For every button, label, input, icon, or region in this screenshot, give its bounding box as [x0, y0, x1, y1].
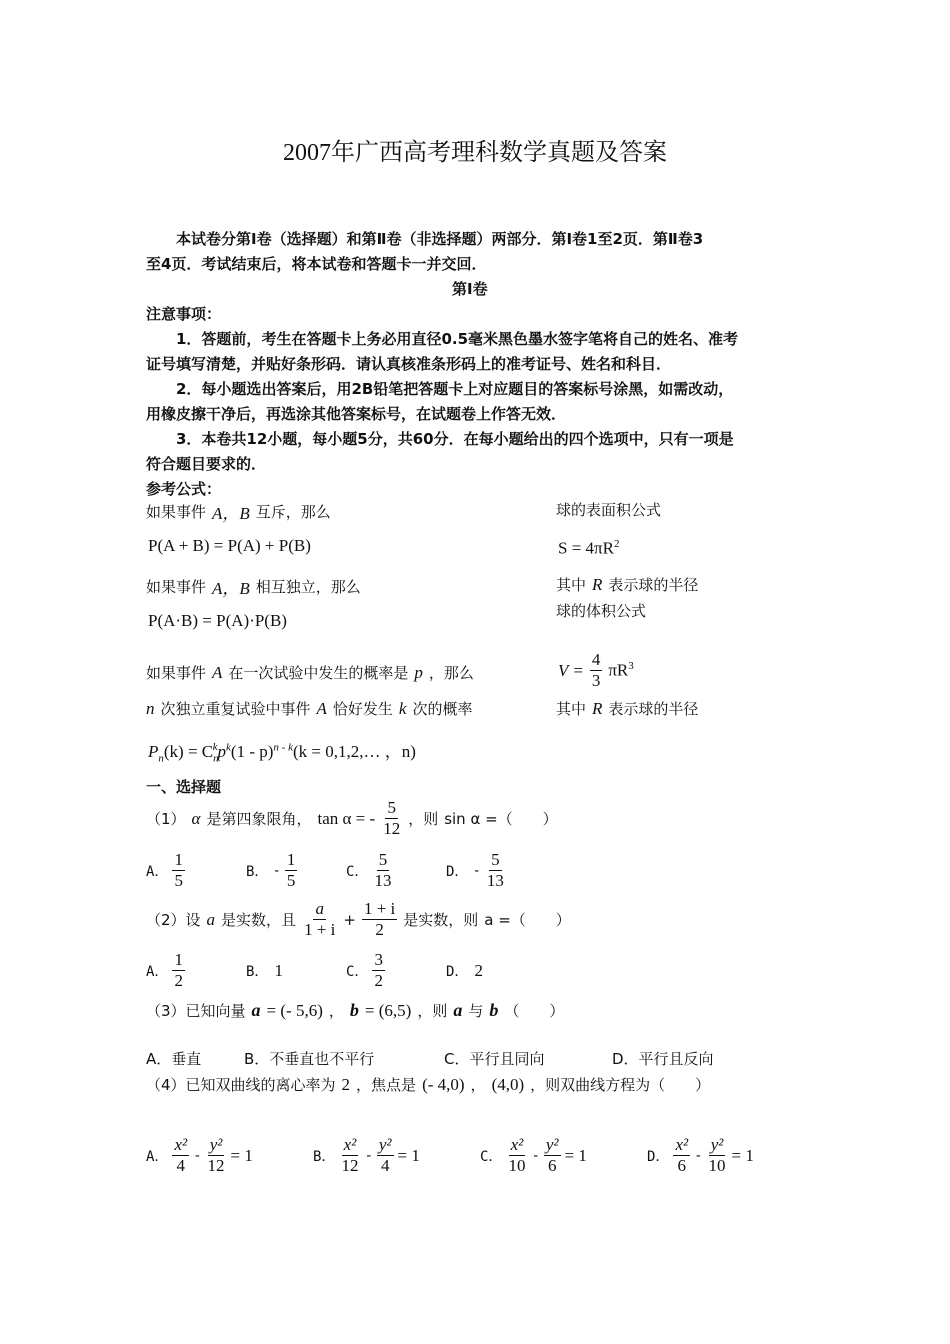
f3-sub-n: n: [158, 752, 164, 765]
q1-b-sign: -: [272, 862, 281, 879]
formulas-title: 参考公式：: [146, 480, 222, 498]
q2-f2-den: 2: [375, 920, 384, 939]
q4-option-d[interactable]: [647, 1135, 814, 1176]
q4-a-y2: y²: [209, 1135, 223, 1154]
q3-option-c[interactable]: C．平行且同向: [444, 1050, 545, 1068]
q2-frac-2: [362, 899, 397, 940]
q4-a-eq: = 1: [230, 1145, 253, 1165]
q4-b-minus: -: [364, 1147, 373, 1164]
question-2-stem: [146, 899, 571, 940]
q1-d-frac: [485, 850, 506, 891]
q3-vb: = (6,5): [364, 1000, 412, 1020]
rf1-sup: 2: [613, 538, 620, 550]
note2b: 用橡皮擦干净后，再选涂其他答案标号，在试题卷上作答无效．: [146, 405, 567, 423]
formula-text-2: [146, 574, 361, 599]
q4-a-minus: -: [193, 1147, 202, 1164]
intro-line2: 至4页．考试结束后，将本试卷和答题卡一并交回．: [146, 255, 487, 273]
rf2-sup: 3: [628, 660, 634, 673]
q4-c-x: 10: [508, 1156, 526, 1175]
q1-d-den: 13: [486, 871, 504, 890]
f3-sup-nk: n - k: [273, 741, 293, 754]
q4-comma: ，: [470, 1076, 486, 1094]
formula-text-3: [146, 662, 474, 683]
q2-c-num: 3: [374, 950, 383, 969]
q1-alpha: α: [191, 808, 201, 828]
q2-option-a[interactable]: [146, 950, 246, 991]
q1-b-frac: [285, 850, 298, 891]
q3-option-a[interactable]: A．垂直: [146, 1050, 202, 1068]
r4b: 表示球的半径: [608, 700, 699, 718]
q4-a-x: 4: [176, 1156, 186, 1175]
f3-sup-k2: k: [226, 741, 231, 754]
q1-c-den: 13: [374, 871, 392, 890]
q2-b-label: B．: [246, 963, 269, 980]
q3-a: a: [251, 1000, 261, 1020]
sphere-volume-label: 球的体积公式: [556, 602, 647, 620]
q1-b-num: 1: [286, 850, 296, 869]
q4-d-x: 6: [677, 1156, 687, 1175]
q2-c-frac: [372, 950, 385, 991]
q3-paren: （ ）: [504, 1002, 565, 1020]
question-2-options: [146, 950, 546, 991]
rf1: S = 4πR: [558, 538, 614, 558]
radius-note-2: [556, 698, 698, 719]
section-heading: 一、选择题: [146, 778, 222, 796]
q3-stem-b: ，则: [417, 1002, 448, 1020]
q1-stem-c: ，则: [408, 810, 439, 828]
q4-d-y: 10: [708, 1156, 726, 1175]
q2-d-label: D．: [446, 963, 469, 980]
q1-b-den: 5: [286, 871, 296, 890]
page-title: 2007年广西高考理科数学真题及答案: [283, 140, 667, 166]
q3-stem-a: （3）已知向量: [146, 1002, 246, 1020]
q4-d-xfrac: [673, 1135, 690, 1176]
q1-a-num: 1: [174, 850, 183, 869]
q4-a-yfrac: [206, 1135, 227, 1176]
q4-b-y: 4: [380, 1156, 390, 1175]
q1-tan: tan α = -: [317, 808, 376, 828]
q4-f1: (- 4,0): [422, 1074, 465, 1094]
f3-sub-n2: n: [213, 752, 219, 765]
f3a: P: [148, 742, 159, 761]
note3a: 3．本卷共12小题，每小题5分，共60分．在每小题给出的四个选项中，只有一项是: [176, 430, 734, 448]
formula-l4b: 恰好发生: [332, 700, 393, 718]
q3-option-d[interactable]: D．平行且反向: [612, 1050, 714, 1068]
q4-b-x: 12: [341, 1156, 359, 1175]
q2-stem-b: 是实数，且: [221, 911, 297, 929]
q4-stem-a: （4）已知双曲线的离心率为: [146, 1076, 336, 1094]
q3-b2: b: [489, 1000, 499, 1020]
q2-option-c[interactable]: [346, 950, 446, 991]
q3-a2: a: [453, 1000, 463, 1020]
formula-l1b: 互斥，那么: [255, 503, 331, 521]
formula-l4v: n: [146, 698, 155, 718]
q1-a-frac: [172, 850, 185, 891]
intro-line1: 本试卷分第Ⅰ卷（选择题）和第Ⅱ卷（非选择题）两部分．第Ⅰ卷1至2页．第Ⅱ卷3: [176, 230, 704, 248]
sphere-volume-formula: [558, 650, 634, 691]
f3e: (k = 0,1,2,… ，n): [292, 742, 416, 761]
q2-a-label: A．: [146, 963, 169, 980]
rf2b: πR: [608, 660, 629, 680]
r2v: R: [592, 574, 603, 594]
q4-option-b[interactable]: [313, 1135, 480, 1176]
formula-2: P(A·B) = P(A)·P(B): [148, 611, 287, 630]
q4-stem-c: ，则双曲线方程为（ ）: [530, 1076, 711, 1094]
q4-c-eq: = 1: [564, 1145, 587, 1165]
r2b: 表示球的半径: [608, 576, 699, 594]
q1-option-b[interactable]: [246, 850, 346, 891]
f3-sup-k: k: [212, 741, 218, 754]
q1-c-frac: [372, 850, 393, 891]
q1-option-a[interactable]: [146, 850, 246, 891]
q1-num: （1）: [146, 810, 186, 828]
q2-c-label: C．: [346, 963, 369, 980]
q4-c-label: C．: [480, 1148, 503, 1165]
f3d: (1 - p): [230, 742, 274, 761]
formula-text-1: [146, 499, 331, 524]
formula-1: P(A + B) = P(A) + P(B): [148, 536, 311, 555]
q4-c-yfrac: [544, 1135, 561, 1176]
r4a: 其中: [556, 700, 587, 718]
rf2-den: 3: [591, 671, 601, 690]
q4-option-c[interactable]: [480, 1135, 647, 1176]
q4-b-x2: x²: [343, 1135, 357, 1154]
q1-stem-b: 是第四象限角，: [206, 810, 312, 828]
q2-a-den: 2: [174, 971, 183, 990]
q4-d-x2: x²: [675, 1135, 689, 1154]
q4-a-label: A．: [146, 1148, 169, 1165]
rf2-num: 4: [591, 650, 601, 669]
q1-c-num: 5: [378, 850, 388, 869]
q3-option-b[interactable]: B．不垂直也不平行: [244, 1050, 375, 1068]
q2-f2-num: 1 + i: [363, 899, 396, 918]
formula-l1v: A，B: [212, 504, 250, 523]
note3b: 符合题目要求的．: [146, 455, 267, 473]
question-1-options: [146, 850, 546, 891]
q4-d-yfrac: [707, 1135, 728, 1176]
q4-d-label: D．: [647, 1148, 670, 1165]
formula-l4: 次独立重复试验中事件: [160, 700, 311, 718]
q4-c-y2: y²: [545, 1135, 559, 1154]
formula-l3p: p: [414, 662, 423, 682]
q1-b-label: B．: [246, 863, 269, 880]
q4-a-xfrac: [172, 1135, 189, 1176]
q2-stem-d: a =（ ）: [484, 911, 571, 929]
q4-c-minus: -: [531, 1147, 540, 1164]
q4-f2: (4,0): [491, 1074, 525, 1094]
q1-num-val: 5: [387, 798, 396, 817]
formula-l4a: A: [316, 698, 327, 718]
q4-option-a[interactable]: [146, 1135, 313, 1176]
r2a: 其中: [556, 576, 587, 594]
q4-b-xfrac: [339, 1135, 360, 1176]
rf2-frac: [590, 650, 603, 691]
q1-a-label: A．: [146, 863, 169, 880]
q2-plus: +: [343, 910, 356, 929]
r4v: R: [592, 698, 603, 718]
notes-title: 注意事项：: [146, 305, 222, 323]
note1b: 证号填写清楚，并贴好条形码．请认真核准条形码上的准考证号、姓名和科目．: [146, 355, 672, 373]
formula-l1: 如果事件: [146, 503, 207, 521]
q2-a: a: [206, 909, 216, 929]
formula-l3c: ，那么: [428, 664, 474, 682]
q1-option-c[interactable]: [346, 850, 446, 891]
q2-frac-1: [302, 899, 337, 940]
q4-d-y2: y²: [710, 1135, 724, 1154]
q2-option-b[interactable]: [246, 961, 346, 981]
q4-b-yfrac: [377, 1135, 394, 1176]
q4-c-x2: x²: [510, 1135, 524, 1154]
q1-a-den: 5: [174, 871, 183, 890]
q4-d-eq: = 1: [731, 1145, 754, 1165]
q2-a-frac: [172, 950, 185, 991]
q4-c-xfrac: [506, 1135, 527, 1176]
note1a: 1．答题前，考生在答题卡上务必用直径0.5毫米黑色墨水签字笔将自己的姓名、准考: [176, 330, 739, 348]
q1-sin: sin α =（ ）: [444, 810, 558, 828]
q1-option-d[interactable]: [446, 850, 546, 891]
q2-stem-c: 是实数，则: [403, 911, 479, 929]
formula-l2b: 相互独立，那么: [255, 578, 361, 596]
question-3-stem: [146, 1000, 564, 1021]
q2-b-val: 1: [274, 960, 283, 980]
q4-c-y: 6: [547, 1156, 557, 1175]
formula-l3: 如果事件: [146, 664, 207, 682]
q1-den-val: 12: [383, 819, 401, 838]
q2-d-val: 2: [474, 960, 483, 980]
q1-d-num: 5: [491, 850, 500, 869]
q4-e: 2: [341, 1074, 351, 1094]
q3-va: = (- 5,6): [266, 1000, 323, 1020]
sphere-area-label: 球的表面积公式: [556, 501, 662, 519]
sphere-area-formula: [558, 538, 619, 559]
q2-f1-den: 1 + i: [304, 920, 336, 939]
formula-3: [148, 737, 416, 764]
q4-d-minus: -: [694, 1147, 703, 1164]
q3-comma: ，: [328, 1002, 344, 1020]
q4-b-y2: y²: [378, 1135, 392, 1154]
question-4-stem: [146, 1074, 710, 1095]
q2-option-d[interactable]: [446, 961, 546, 981]
q4-a-x2: x²: [174, 1135, 188, 1154]
q2-a-num: 1: [174, 950, 183, 969]
formula-l2v: A，B: [212, 579, 250, 598]
q1-d-label: D．: [446, 863, 469, 880]
q4-stem-b: ，焦点是: [356, 1076, 417, 1094]
formula-l4c: 次的概率: [412, 700, 473, 718]
q1-c-label: C．: [346, 863, 369, 880]
q1-frac: [381, 798, 402, 839]
formula-text-4: [146, 698, 472, 719]
q2-f1-num: a: [315, 899, 324, 918]
f3c: p: [217, 742, 227, 761]
q2-c-den: 2: [374, 971, 383, 990]
f3b: (k) = C: [163, 742, 214, 761]
part1-heading: 第Ⅰ卷: [452, 280, 488, 298]
q3-and: 与: [468, 1002, 484, 1020]
rf2b-wrap: [608, 660, 633, 681]
note2a: 2．每小题选出答案后，用2B铅笔把答题卡上对应题目的答案标号涂黑，如需改动，: [176, 380, 734, 398]
q4-a-y: 12: [207, 1156, 225, 1175]
q4-b-eq: = 1: [397, 1145, 420, 1165]
formula-l3v: A: [212, 662, 223, 682]
question-1-stem: [146, 798, 558, 839]
formula-l3b: 在一次试验中发生的概率是: [228, 664, 409, 682]
formula-l2: 如果事件: [146, 578, 207, 596]
rf2a: V =: [558, 660, 584, 680]
formula-l4k: k: [398, 698, 407, 718]
radius-note-1: [556, 574, 698, 595]
q1-d-sign: -: [472, 862, 481, 879]
q3-b: b: [349, 1000, 359, 1020]
q2-stem-a: （2）设: [146, 911, 201, 929]
q4-b-label: B．: [313, 1148, 336, 1165]
question-4-options: [146, 1135, 814, 1176]
